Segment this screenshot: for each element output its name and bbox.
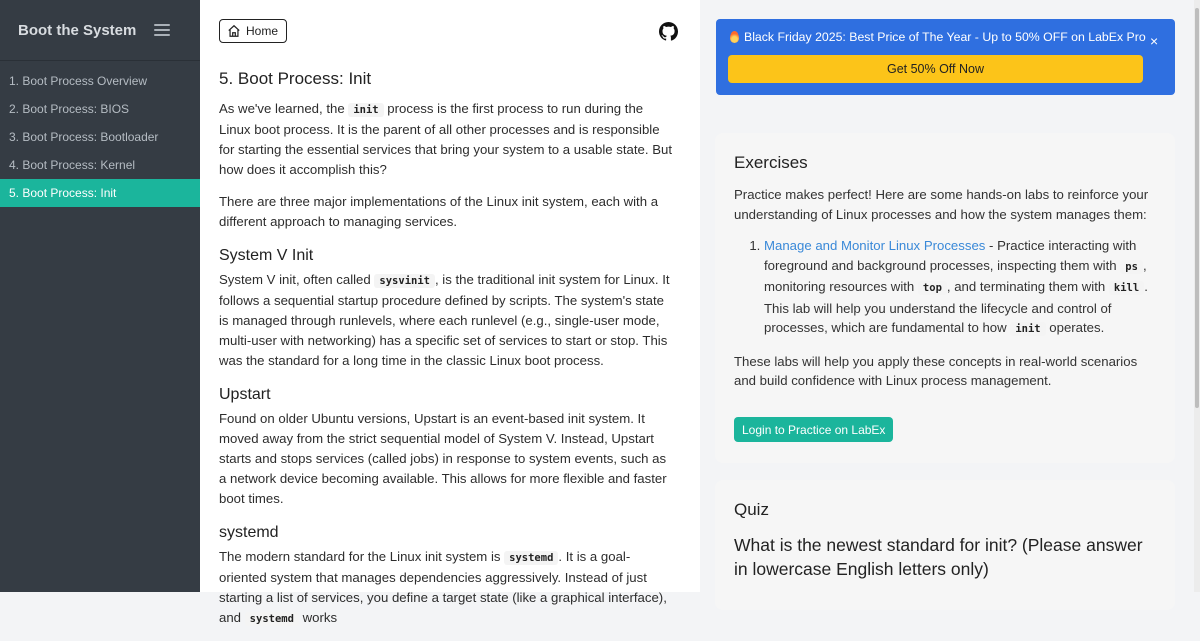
lab-link[interactable]: Manage and Monitor Linux Processes [764,238,986,253]
code-top: top [918,281,947,295]
sidebar-header [0,0,200,61]
scrollbar[interactable] [1194,0,1200,592]
home-button[interactable] [219,19,287,43]
sidebar [0,0,200,592]
sidebar-item-label: 5. Boot Process: Init [9,186,117,200]
heading-system-v: System V Init [219,247,314,264]
sidebar-item-overview[interactable] [0,67,200,95]
github-icon[interactable] [659,22,678,41]
quiz-title: Quiz [734,500,769,519]
sidebar-item-label: 3. Boot Process: Bootloader [9,130,159,144]
code-init: init [348,103,383,117]
right-panel [700,0,1200,592]
code-systemd: systemd [504,551,558,565]
code-init: init [1010,322,1045,336]
paragraph-upstart: Found on older Ubuntu versions, Upstart is an event-based init system. It moved away from the strict sequential model of System V. Instead, Upstart starts and stops services (called jobs) in response to system events, such as a network device becoming available. This allows for more flexible and faster boot times. [219,411,667,506]
sidebar-item-init[interactable] [0,179,200,207]
sidebar-item-bios[interactable] [0,95,200,123]
sidebar-title[interactable]: Boot the System [18,21,137,39]
code-ps: ps [1120,260,1143,274]
login-practice-button[interactable]: Login to Practice on LabEx [734,417,893,442]
list-item: 1. Manage and Monitor Linux Processes - Practice interacting with foreground and background processes, inspecting them with ps , monitoring resources with top , and terminating them with kill . This lab will help you understand the lifecycle and control of processes, which are fundamental to how init operates. [764,236,1154,340]
exercises-title: Exercises [734,153,808,172]
promo-text: Black Friday 2025: Best Price of The Year - Up to 50% OFF on LabEx Pro [744,30,1146,44]
article [219,67,675,641]
home-icon [227,24,241,38]
exercises-outro: These labs will help you apply these concepts in real-world scenarios and build confidence with Linux process management. [734,353,1138,388]
menu-icon[interactable] [154,24,170,36]
exercises-card [715,133,1175,463]
sidebar-nav [0,61,200,207]
home-label: Home [246,24,279,38]
quiz-question: What is the newest standard for init? (Please answer in lowercase English letters only) [734,535,1143,579]
quiz-card [715,480,1175,610]
promo-cta-button[interactable]: Get 50% Off Now [728,55,1143,83]
code-sysvinit: sysvinit [374,274,435,288]
heading-upstart: Upstart [219,386,271,403]
code-kill: kill [1109,281,1144,295]
promo-banner [716,19,1175,95]
exercises-intro: Practice makes perfect! Here are some hands-on labs to reinforce your understanding of Linux processes and how the system manages them: [734,187,1149,222]
sidebar-item-label: 4. Boot Process: Kernel [9,158,136,172]
sidebar-item-bootloader[interactable] [0,123,200,151]
paragraph-implementations: There are three major implementations of the Linux init system, each with a different approach to managing services. [219,194,659,229]
paragraph-system-v: System V init, often called sysvinit , is the traditional init system for Linux. It follows a sequential startup procedure defined by scripts. The system's state is managed through runlevels, where each runlevel (e.g., single-user mode, multi-user with networking) has a specific set of services to start or stop. This was the standard for a long time in the classic Linux boot process. [219,272,670,368]
main-content [200,0,700,625]
heading-systemd: systemd [219,524,279,541]
paragraph-intro: As we've learned, the init process is the first process to run during the Linux boot process. It is the parent of all other processes and is responsible for starting the essential services that bring your system to a usable state. But how does it accomplish this? [219,101,672,177]
sidebar-item-label: 2. Boot Process: BIOS [9,102,130,116]
close-icon[interactable]: × [1150,33,1159,49]
sidebar-item-kernel[interactable] [0,151,200,179]
scroll-thumb[interactable] [1195,8,1199,408]
sidebar-item-label: 1. Boot Process Overview [9,74,148,88]
exercises-list [734,236,1154,340]
code-systemd: systemd [245,612,299,626]
flame-icon [730,31,739,43]
page-title: 5. Boot Process: Init [219,69,372,88]
paragraph-systemd: The modern standard for the Linux init system is systemd . It is a goal-oriented system that manages dependencies aggressively. Instead of just starting a list of services, you define a target state (like a graphical interface), and systemd works [219,549,667,625]
